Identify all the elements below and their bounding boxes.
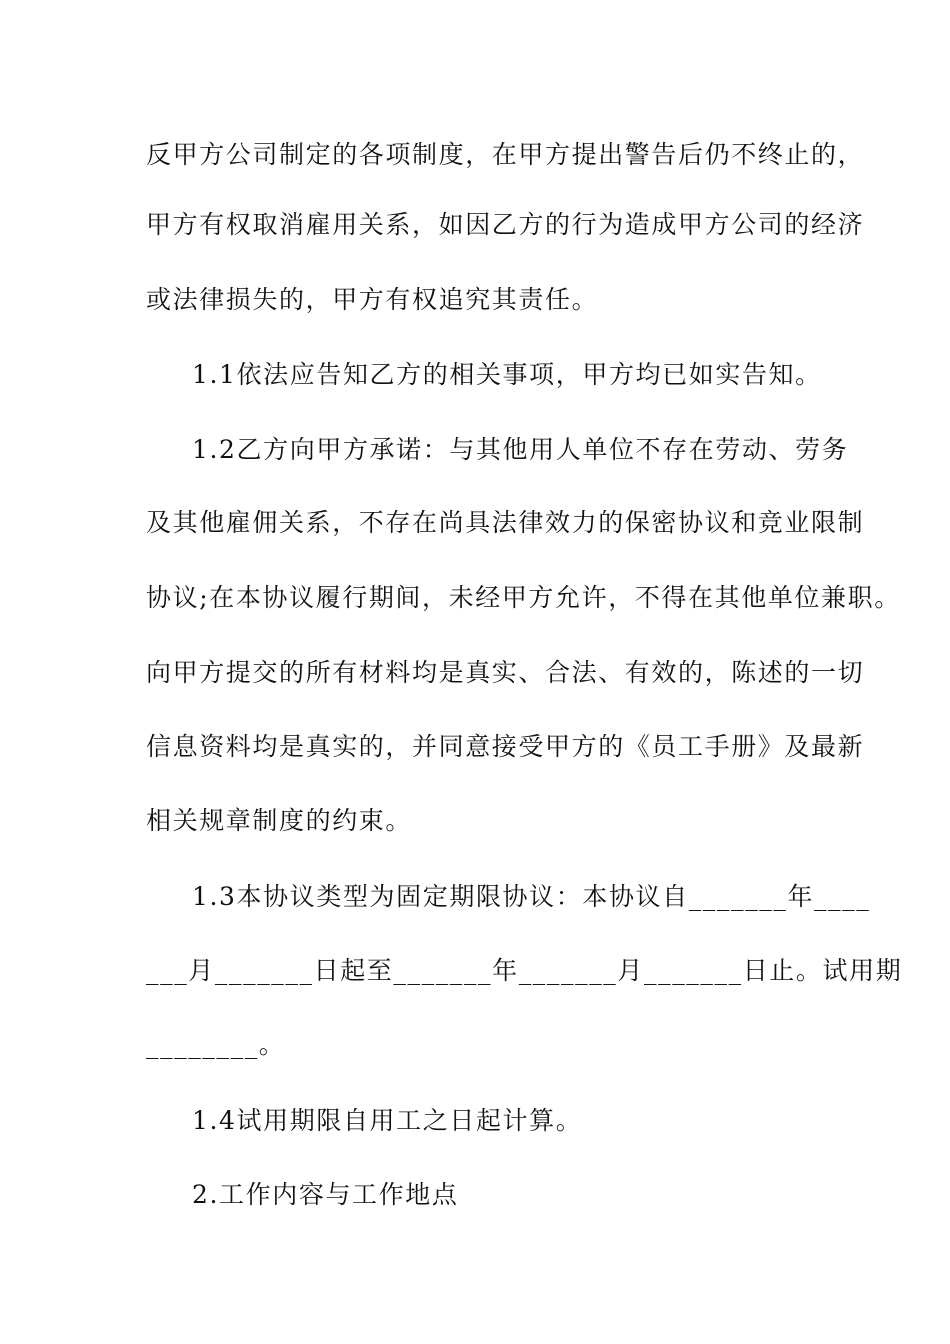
clause-1-2-line-5: 信息资料均是真实的，并同意接受甲方的《员工手册》及最新 <box>146 732 865 761</box>
clause-1-4: 1.4试用期限自用工之日起计算。 <box>192 1106 583 1135</box>
clause-1-2-line-4: 向甲方提交的所有材料均是真实、合法、有效的，陈述的一切 <box>146 658 865 687</box>
clause-1-2-line-2: 及其他雇佣关系，不存在尚具法律效力的保密协议和竞业限制 <box>146 508 865 537</box>
clause-1-3: 1.3本协议类型为固定期限协议：本协议自_______年____ <box>192 882 871 911</box>
clause-1-2-line-6: 相关规章制度的约束。 <box>146 806 413 835</box>
clause-1-2: 1.2乙方向甲方承诺：与其他用人单位不存在劳动、劳务 <box>192 435 849 464</box>
clause-1-2-line-3: 协议;在本协议履行期间，未经甲方允许，不得在其他单位兼职。 <box>146 583 901 612</box>
paragraph-line-1: 反甲方公司制定的各项制度，在甲方提出警告后仍不终止的， <box>146 140 865 169</box>
paragraph-line-3: 或法律损失的，甲方有权追究其责任。 <box>146 285 599 314</box>
clause-1-3-line-2: ___月_______日起至_______年_______月_______日止。试用期 <box>146 956 903 985</box>
clause-1-3-line-3: ________。 <box>146 1030 286 1059</box>
clause-1-1: 1.1依法应告知乙方的相关事项，甲方均已如实告知。 <box>192 360 822 389</box>
paragraph-line-2: 甲方有权取消雇用关系，如因乙方的行为造成甲方公司的经济 <box>146 210 865 239</box>
section-2-heading: 2.工作内容与工作地点 <box>192 1180 459 1209</box>
